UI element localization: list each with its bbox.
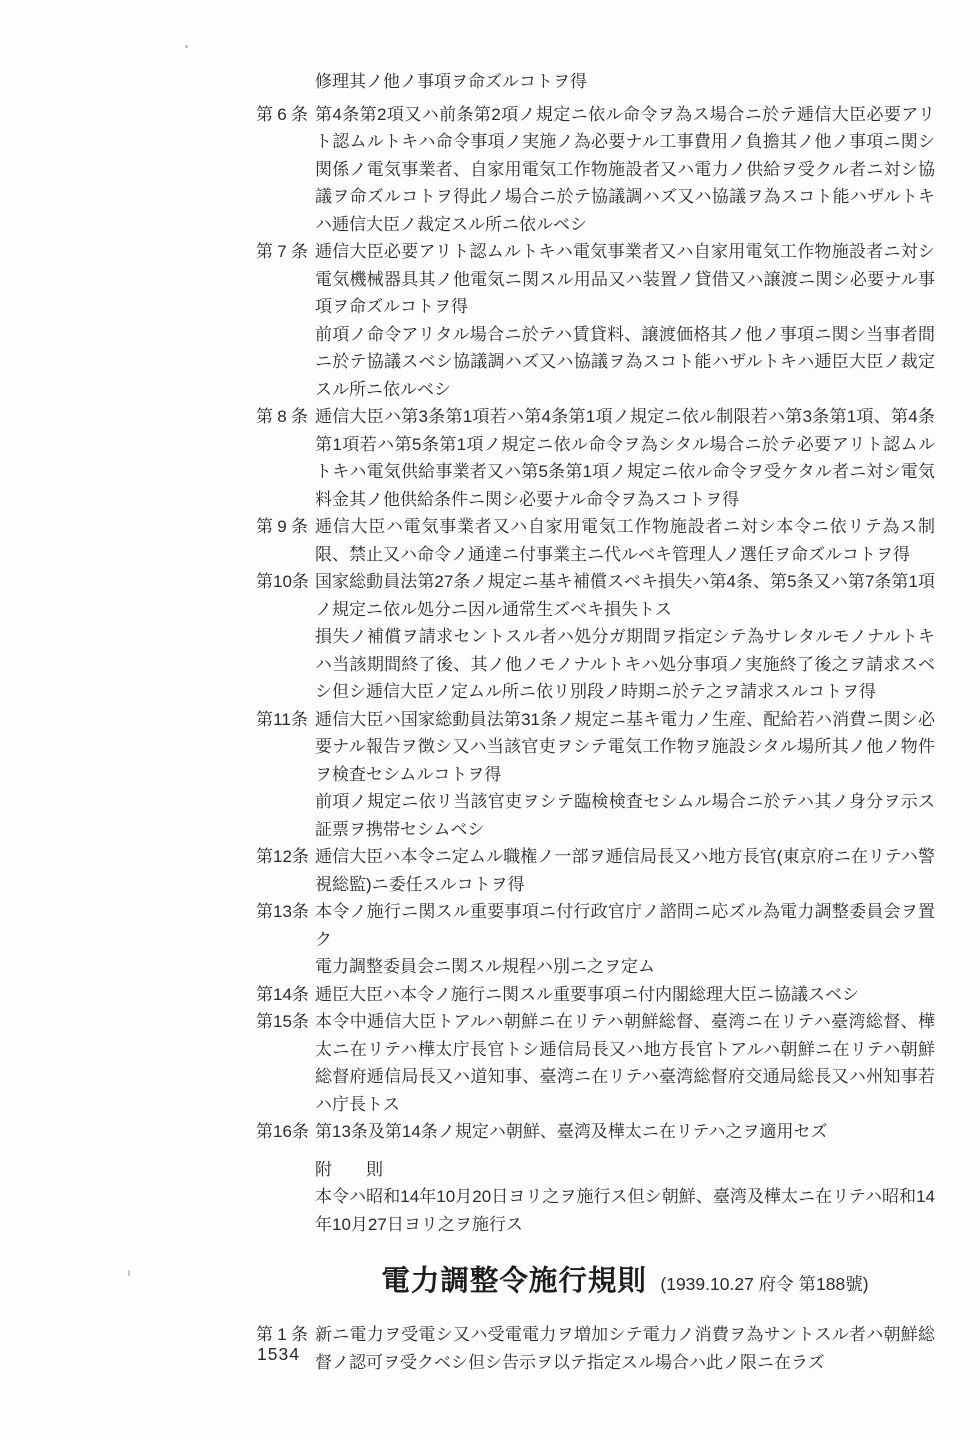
article-body: [315, 1118, 935, 1146]
article-body: [315, 843, 935, 898]
article-body: [315, 706, 935, 844]
article-paragraph: 第4条第2項又ハ前条第2項ノ規定ニ依ル命令ヲ為ス場合ニ於テ逓信大臣必要アリト認ムルトキハ命令事項ノ実施ノ為必要ナル工事費用ノ負擔其ノ他ノ事項ニ関シ関係ノ電気事業者、自家用電気工作物施設者又ハ電力ノ供給ヲ受クル者ニ対シ協議ヲ命ズルコトヲ得此ノ場合ニ於テ協議調ハズ又ハ協議ヲ為スコト能ハザルトキハ逓信大臣ノ裁定スル所ニ依ルベシ: [315, 104, 935, 234]
article-row: [256, 898, 936, 981]
article-row: [256, 843, 936, 898]
article-paragraph: 逓信大臣必要アリト認ムルトキハ電気事業者又ハ自家用電気工作物施設者ニ対シ電気機械器具其ノ他電気ニ関スル用品又ハ装置ノ貸借又ハ譲渡ニ関シ必要ナル事項ヲ命ズルコトヲ得: [315, 242, 935, 316]
article-paragraph: 新ニ電力ヲ受電シ又ハ受電電力ヲ増加シテ電力ノ消費ヲ為サントスル者ハ朝鮮総督ノ認可ヲ受クベシ但シ告示ヲ以テ指定スル場合ハ此ノ限ニ在ラズ: [315, 1325, 935, 1372]
supplement-text: 本令ハ昭和14年10月20日ヨリ之ヲ施行ス但シ朝鮮、臺湾及樺太ニ在リテハ昭和14年10月27日ヨリ之ヲ施行ス: [315, 1187, 935, 1234]
page-content: [256, 68, 936, 1376]
article-number: 第12条: [256, 847, 309, 866]
article-number: 第15条: [256, 1012, 309, 1031]
article-body: [315, 238, 935, 403]
article-body: [315, 1008, 935, 1118]
article-body: [315, 898, 935, 981]
articles-list-enforcement-rules: [256, 1321, 936, 1376]
article-row: [256, 1118, 936, 1146]
article-number: 第10条: [256, 572, 309, 591]
article-row: [256, 1008, 936, 1118]
article-number: 第16条: [256, 1122, 309, 1141]
article-paragraph: 前項ノ規定ニ依リ当該官吏ヲシテ臨検検査セシムル場合ニ於テハ其ノ身分ヲ示ス証票ヲ携帯セシムベシ: [315, 792, 935, 839]
article-number: 第8条: [256, 407, 308, 426]
article-body: [315, 513, 935, 568]
article-row: [256, 706, 936, 844]
article-body: [315, 403, 935, 513]
continuation-paragraph: 修理其ノ他ノ事項ヲ命ズルコトヲ得: [315, 72, 587, 91]
article-paragraph: 本令ノ施行ニ関スル重要事項ニ付行政官庁ノ諮問ニ応ズル為電力調整委員会ヲ置ク: [315, 902, 935, 949]
article-paragraph: 逓信大臣ハ本令ニ定ムル職権ノ一部ヲ逓信局長又ハ地方長官(東京府ニ在リテハ警視総監)ニ委任スルコトヲ得: [315, 847, 935, 894]
article-number: 第13条: [256, 902, 309, 921]
article-number: 第11条: [256, 709, 308, 729]
article-body: [315, 101, 935, 239]
article-paragraph: 電力調整委員会ニ関スル規程ハ別ニ之ヲ定ム: [315, 957, 655, 976]
article-number: 第6条: [256, 104, 308, 124]
article-row: [256, 101, 936, 239]
article-body: [315, 568, 935, 706]
page-number: 1534: [257, 1344, 300, 1364]
article-paragraph: 本令中逓信大臣トアルハ朝鮮ニ在リテハ朝鮮総督、臺湾ニ在リテハ臺湾総督、樺太ニ在リテハ樺太庁長官トシ逓信局長又ハ地方長官トアルハ朝鮮ニ在リテハ朝鮮総督府逓信局長又ハ道知事、臺湾ニ在リテハ臺湾総督府交通局総長又ハ州知事若ハ庁長トス: [315, 1012, 935, 1114]
article-number: 第9条: [256, 517, 308, 536]
article-body: [315, 1321, 935, 1376]
article-number: 第1条: [256, 1325, 308, 1344]
article-row: [256, 513, 936, 568]
article-paragraph: 逓信大臣ハ国家総動員法第31条ノ規定ニ基キ電力ノ生産、配給若ハ消費ニ関シ必要ナル報告ヲ徴シ又ハ当該官吏ヲシテ電気工作物ヲ施設シタル場所其ノ他ノ物件ヲ検査セシムルコトヲ得: [315, 709, 935, 784]
article-row: [256, 981, 936, 1009]
section-title-main: 電力調整令施行規則: [381, 1265, 647, 1297]
supplement-heading: 附 則: [315, 1159, 383, 1179]
article-number: 第7条: [256, 242, 308, 261]
article-body: [315, 981, 935, 1009]
scan-speck: [185, 45, 188, 48]
article-paragraph: 前項ノ命令アリタル場合ニ於テハ賃貸料、譲渡価格其ノ他ノ事項ニ関シ当事者間ニ於テ協議スベシ協議調ハズ又ハ協議ヲ為スコト能ハザルトキハ逓臣大臣ノ裁定スル所ニ依ルベシ: [315, 324, 935, 399]
article-row: [256, 568, 936, 706]
article-row: [256, 403, 936, 513]
article-paragraph: 損失ノ補償ヲ請求セントスル者ハ処分ガ期間ヲ指定シテ為サレタルモノナルトキハ当該期間終了後、其ノ他ノモノナルトキハ処分事項ノ実施終了後之ヲ請求スベシ但シ逓信大臣ノ定ムル所ニ依リ別段ノ時期ニ於テ之ヲ請求スルコトヲ得: [315, 627, 935, 701]
section-title: [315, 1259, 935, 1304]
articles-list-main-order: [256, 101, 936, 1146]
article-paragraph: 逓臣大臣ハ本令ノ施行ニ関スル重要事項ニ付内閣総理大臣ニ協議スベシ: [315, 984, 859, 1004]
article-row: [256, 238, 936, 403]
article-row: [256, 1321, 936, 1376]
article-paragraph: 国家総動員法第27条ノ規定ニ基キ補償スベキ損失ハ第4条、第5条又ハ第7条第1項ノ規定ニ依ル処分ニ因ル通常生ズベキ損失トス: [315, 572, 935, 619]
article-paragraph: 逓信大臣ハ第3条第1項若ハ第4条第1項ノ規定ニ依ル制限若ハ第3条第1項、第4条第1項若ハ第5条第1項ノ規定ニ依ル命令ヲ為シタル場合ニ於テ必要アリト認ムルトキハ電気供給事業者又ハ第5条第1項ノ規定ニ依ル命令ヲ受ケタル者ニ対シ電気料金其ノ他供給条件ニ関シ必要ナル命令ヲ為スコトヲ得: [315, 407, 935, 509]
article-number: 第14条: [256, 984, 309, 1004]
article-paragraph: 第13条及第14条ノ規定ハ朝鮮、臺湾及樺太ニ在リテハ之ヲ適用セズ: [315, 1122, 828, 1141]
article-paragraph: 逓信大臣ハ電気事業者又ハ自家用電気工作物施設者ニ対シ本令ニ依リテ為ス制限、禁止又ハ命令ノ通達ニ付事業主ニ代ルベキ管理人ノ選任ヲ命ズルコトヲ得: [315, 517, 935, 564]
supplement-section: [256, 1156, 936, 1239]
scan-speck: [128, 1270, 130, 1276]
section-title-subtitle: (1939.10.27 府令 第188號): [660, 1274, 869, 1294]
